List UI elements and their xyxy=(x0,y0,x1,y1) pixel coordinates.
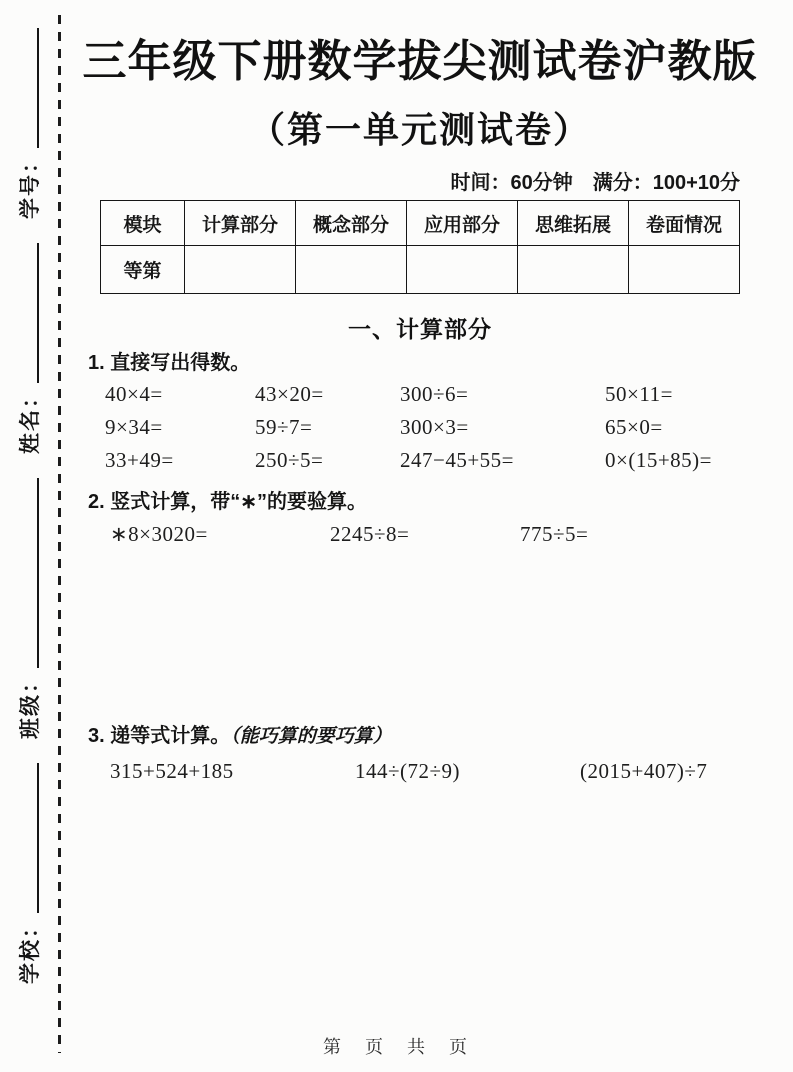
score-header-concept: 概念部分 xyxy=(296,201,407,246)
class-label: 班级： xyxy=(19,670,42,739)
grade-row-label: 等第 xyxy=(101,246,185,294)
binding-dashed-line xyxy=(58,15,61,1053)
grade-cell-calculation xyxy=(185,246,296,294)
class-blank-line xyxy=(37,478,39,668)
score-table-grade-row xyxy=(101,246,740,294)
school-field xyxy=(14,763,44,984)
question3-problems xyxy=(110,756,760,786)
score-header-thinking: 思维拓展 xyxy=(518,201,629,246)
equation: 43×20= xyxy=(255,382,324,406)
equation: 0×(15+85)= xyxy=(605,448,713,472)
question1-label: 1. 直接写出得数。 xyxy=(88,352,251,374)
paper-title: 三年级下册数学拔尖测试卷沪教版 xyxy=(82,37,758,86)
equation: 50×11= xyxy=(605,382,673,406)
score-table-header-row xyxy=(101,201,740,246)
equation: 250÷5= xyxy=(255,448,324,472)
question2-problems xyxy=(110,519,760,549)
student-number-blank-line xyxy=(37,28,39,148)
student-info-margin xyxy=(0,0,44,1072)
question2-label: 2. 竖式计算，带“∗”的要验算。 xyxy=(88,491,367,513)
paper-subtitle: （第一单元测试卷） xyxy=(248,109,591,150)
question2-work-area xyxy=(80,549,760,717)
class-field xyxy=(14,478,44,739)
score-header-application: 应用部分 xyxy=(407,201,518,246)
equation: 315+524+185 xyxy=(110,759,234,783)
question3-note: （能巧算的要巧算） xyxy=(230,726,392,747)
grade-cell-presentation xyxy=(629,246,740,294)
question3-label xyxy=(88,723,760,750)
score-header-presentation: 卷面情况 xyxy=(629,201,740,246)
equation: 2245÷8= xyxy=(330,522,410,546)
score-header-calculation: 计算部分 xyxy=(185,201,296,246)
equation: 144÷(72÷9) xyxy=(355,759,461,783)
equation: 775÷5= xyxy=(520,522,589,546)
name-label: 姓名： xyxy=(19,385,42,454)
name-blank-line xyxy=(37,243,39,383)
page-number-footer: 第 页 共 页 xyxy=(323,1037,470,1057)
equation: 40×4= xyxy=(105,382,163,406)
equation: 9×34= xyxy=(105,415,163,439)
question1-problems xyxy=(105,378,760,477)
equation: ∗8×3020= xyxy=(110,522,208,546)
section1-heading: 一、计算部分 xyxy=(348,316,492,342)
grade-cell-thinking xyxy=(518,246,629,294)
student-number-field xyxy=(14,28,44,219)
grade-cell-concept xyxy=(296,246,407,294)
equation: 33+49= xyxy=(105,448,174,472)
time-score-meta: 时间：60分钟 满分：100+10分 xyxy=(450,172,740,194)
score-header-module: 模块 xyxy=(101,201,185,246)
equation: 300×3= xyxy=(400,415,469,439)
school-label: 学校： xyxy=(19,915,42,984)
paper-content xyxy=(80,0,760,786)
question3-label-text: 3. 递等式计算。 xyxy=(88,725,231,747)
grade-cell-application xyxy=(407,246,518,294)
equation: 59÷7= xyxy=(255,415,313,439)
school-blank-line xyxy=(37,763,39,913)
student-number-label: 学号： xyxy=(19,150,42,219)
equation: 300÷6= xyxy=(400,382,469,406)
name-field xyxy=(14,243,44,454)
equation: 65×0= xyxy=(605,415,663,439)
equation: (2015+407)÷7 xyxy=(580,759,708,783)
equation: 247−45+55= xyxy=(400,448,515,472)
score-table xyxy=(100,200,740,294)
